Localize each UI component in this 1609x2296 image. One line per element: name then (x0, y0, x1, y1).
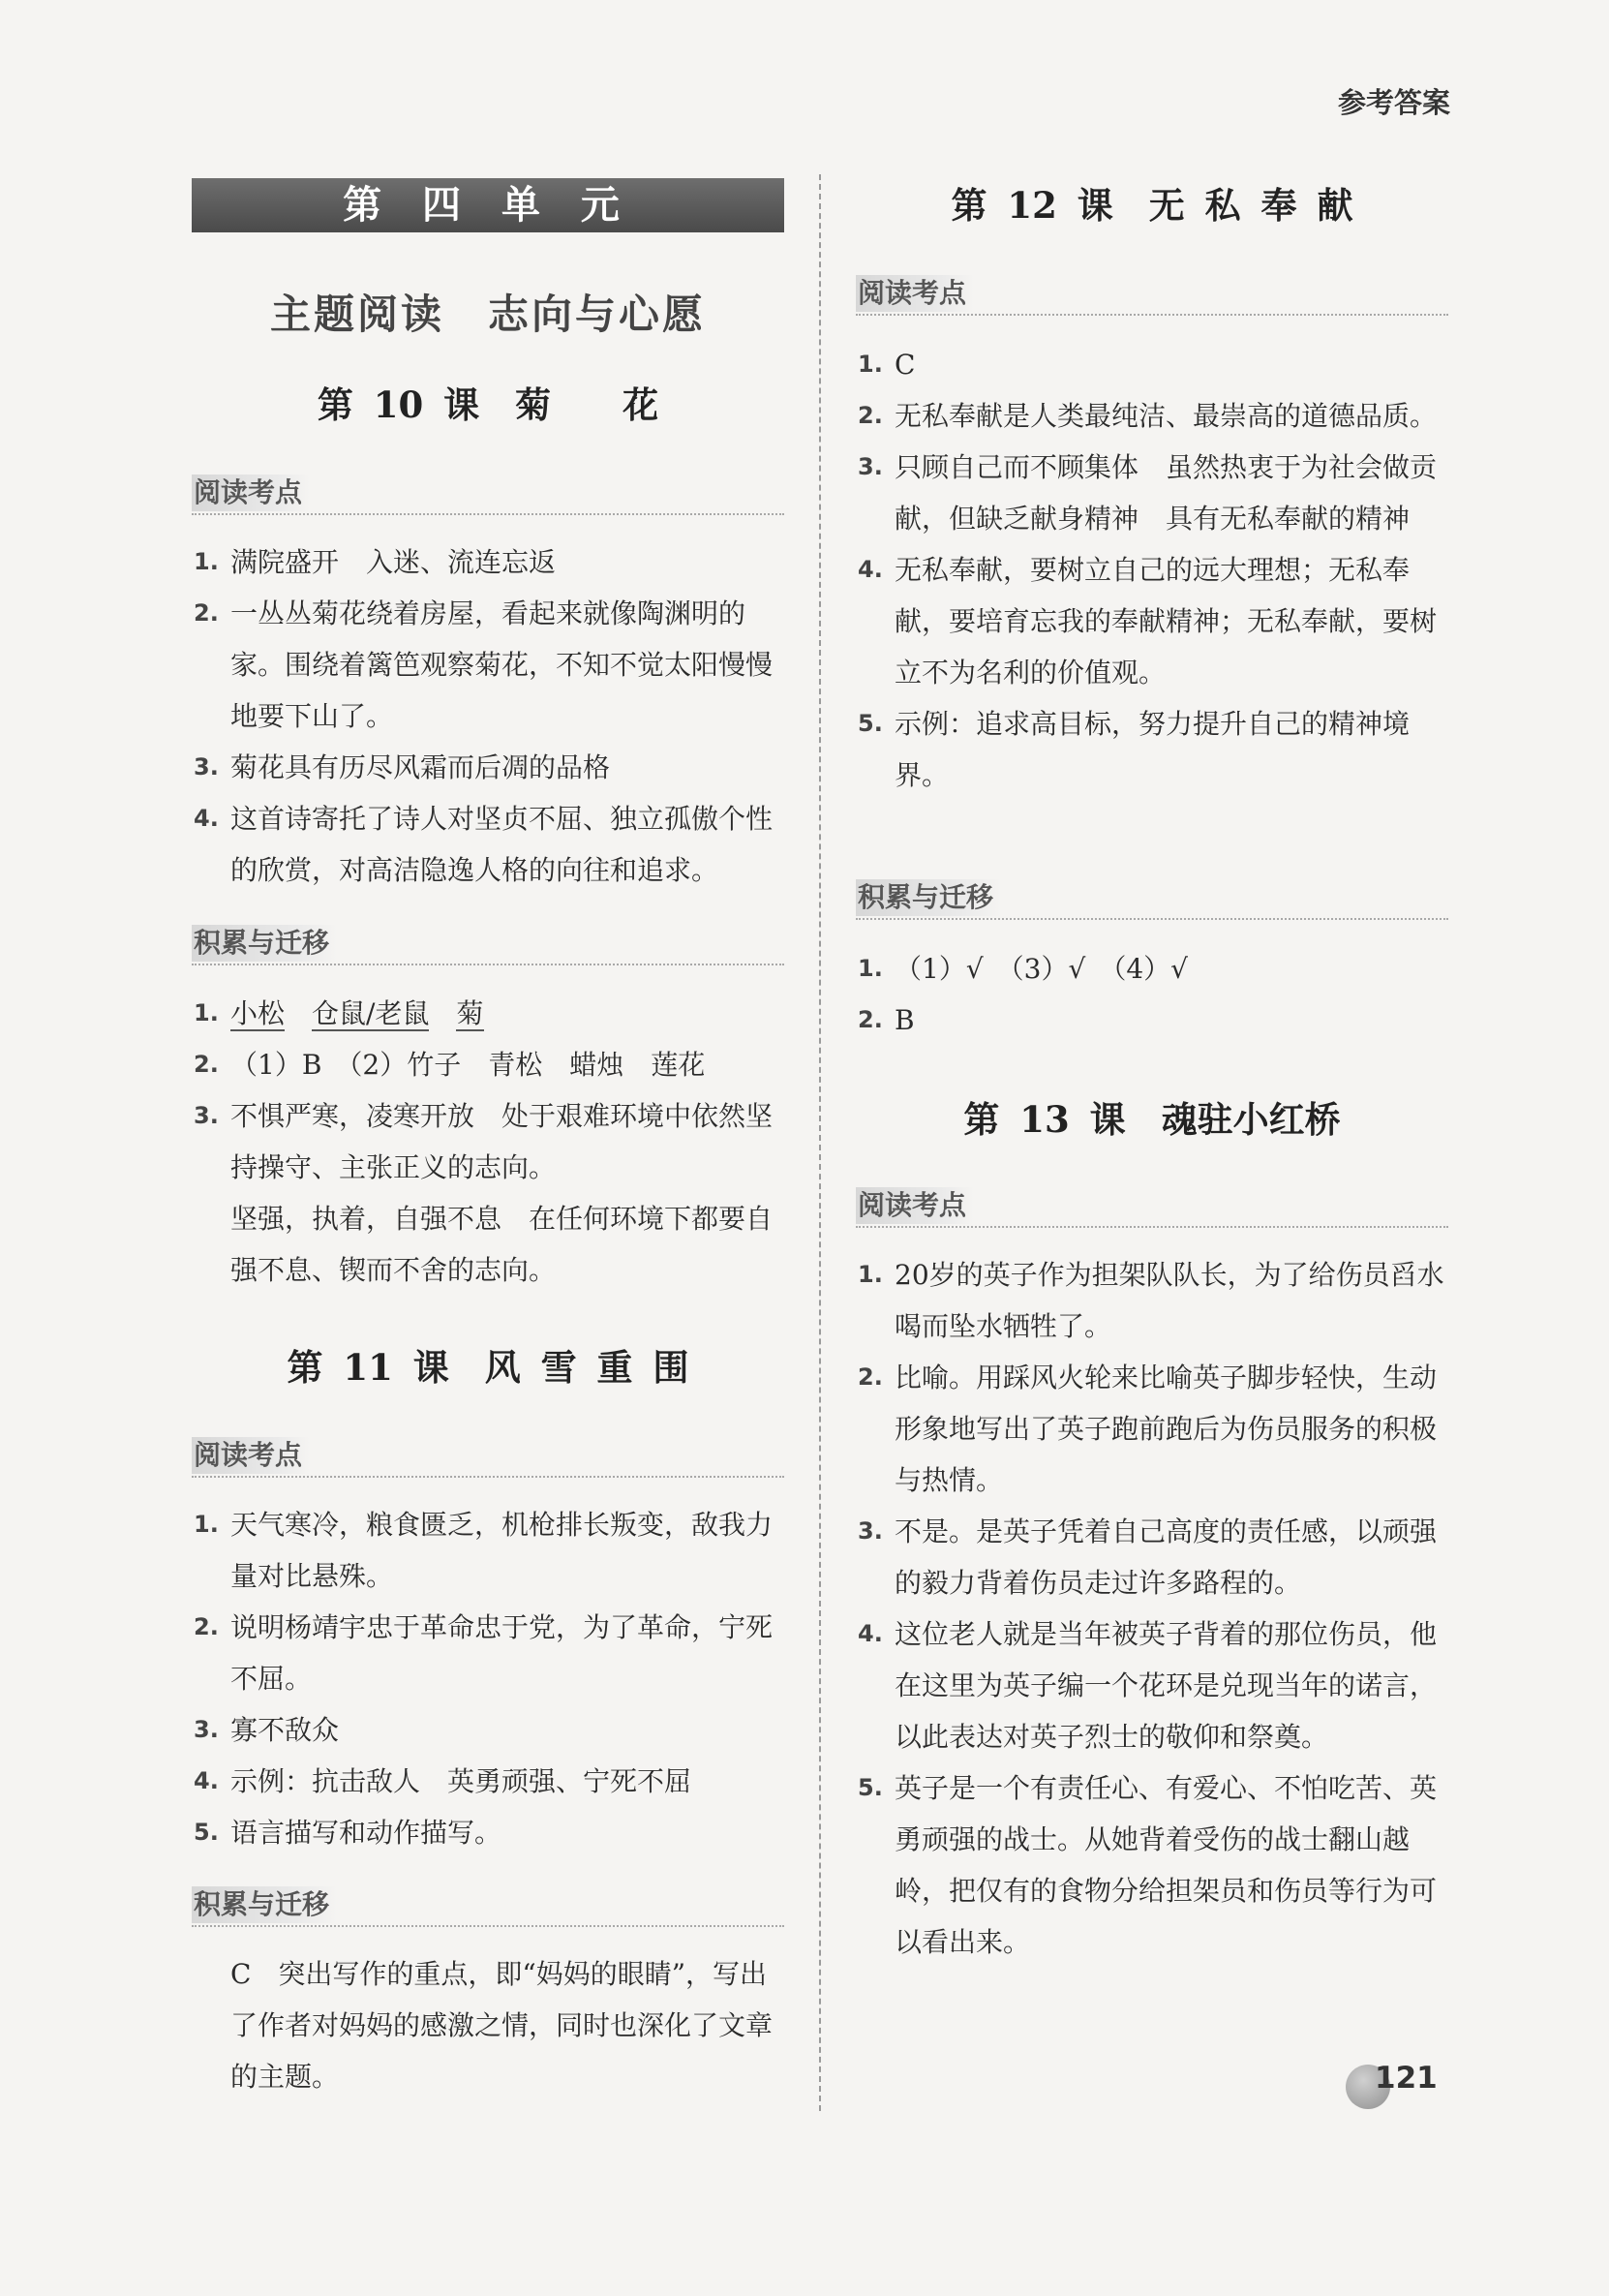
list-item: 4. 这位老人就是当年被英子背着的那位伤员，他在这里为英子编一个花环是兑现当年的诺言，以此表达对英子烈士的敬仰和祭奠。 (858, 1618, 1438, 1753)
list-item: 3. 菊花具有历尽风霜而后凋的品格 (194, 751, 611, 783)
list-item: 5. 英子是一个有责任心、有爱心、不怕吃苦、英勇顽强的战士。从她背着受伤的战士翻山越岭，把仅有的食物分给担架员和伤员等行为可以看出来。 (858, 1772, 1438, 1958)
list-item: 3. 不惧严寒，凌寒开放 处于艰难环境中依然坚持操守、主张正义的志向。 (194, 1100, 774, 1183)
list-item: 4. 这首诗寄托了诗人对坚贞不屈、独立孤傲个性的欣赏，对高洁隐逸人格的向往和追求。 (194, 803, 774, 886)
list-item: 1. 满院盛开 入迷、流连忘返 (194, 546, 557, 578)
lesson10-reading-list (192, 536, 784, 896)
lesson13-reading-heading: 阅读考点 (856, 1187, 1448, 1228)
lesson11-accum-heading: 积累与迁移 (192, 1886, 784, 1927)
unit-title: 第 四 单 元 (192, 178, 784, 232)
list-item: 3. 寡不敌众 (194, 1714, 340, 1746)
lesson10-accum-heading: 积累与迁移 (192, 925, 784, 965)
lesson10-accum-list (192, 988, 784, 1296)
list-item: 2. 无私奉献是人类最纯洁、最崇高的道德品质。 (858, 400, 1438, 432)
page-number: 121 (1375, 2061, 1438, 2096)
list-item: 1. 小松 仓鼠/老鼠 菊 (194, 997, 484, 1029)
lesson12-reading-heading: 阅读考点 (856, 275, 1448, 316)
list-item: 1. 天气寒冷，粮食匮乏，机枪排长叛变，敌我力量对比悬殊。 (194, 1509, 774, 1592)
lesson11-reading-heading: 阅读考点 (192, 1437, 784, 1478)
lesson12-reading-list (856, 339, 1448, 801)
list-item: 2. B (858, 1004, 915, 1036)
lesson12-title: 第 12 课 无 私 奉 献 (951, 184, 1353, 227)
theme-title: 主题阅读 志向与心愿 (269, 291, 706, 338)
page-number-badge (1346, 2061, 1462, 2109)
lesson11-reading-list (192, 1499, 784, 1858)
lesson12-accum-heading: 积累与迁移 (856, 879, 1448, 920)
list-item: 1. C (858, 349, 916, 381)
list-item: 3. 只顾自己而不顾集体 虽然热衷于为社会做贡献，但缺乏献身精神 具有无私奉献的精神 (858, 451, 1438, 535)
list-item-continuation: 坚强，执着，自强不息 在任何环境下都要自强不息、锲而不舍的志向。 (230, 1203, 774, 1286)
header-label: 参考答案 (1337, 86, 1450, 119)
list-item: 1. （1）√ （3）√ （4）√ (858, 953, 1188, 985)
list-item: 2. 说明杨靖宇忠于革命忠于党，为了革命，宁死不屈。 (194, 1611, 774, 1695)
lesson10-reading-heading: 阅读考点 (192, 475, 784, 515)
lesson13-title: 第 13 课 魂驻小红桥 (963, 1098, 1341, 1141)
list-item: 4. 无私奉献，要树立自己的远大理想；无私奉献，要培育忘我的奉献精神；无私奉献，要树立不为名利的价值观。 (858, 554, 1438, 689)
list-item: 2. 一丛丛菊花绕着房屋，看起来就像陶渊明的家。围绕着篱笆观察菊花，不知不觉太阳慢慢地要下山了。 (194, 597, 774, 732)
list-item: 3. 不是。是英子凭着自己高度的责任感，以顽强的毅力背着伤员走过许多路程的。 (858, 1515, 1438, 1599)
list-item: 4. 示例：抗击敌人 英勇顽强、宁死不屈 (194, 1765, 692, 1797)
lesson12-accum-list (856, 943, 1448, 1046)
list-item: 1. 20岁的英子作为担架队队长，为了给伤员舀水喝而坠水牺牲了。 (858, 1259, 1444, 1342)
lesson11-accum-text: C 突出写作的重点，即“妈妈的眼睛”，写出了作者对妈妈的感激之情，同时也深化了文章的主题。 (230, 1958, 774, 2093)
column-divider (819, 174, 821, 2111)
lesson10-title: 第 10 课 菊 花 (317, 383, 659, 426)
list-item: 2. 比喻。用踩风火轮来比喻英子脚步轻快，生动形象地写出了英子跑前跑后为伤员服务的积极与热情。 (858, 1362, 1438, 1496)
list-item: 5. 示例：追求高目标，努力提升自己的精神境界。 (858, 708, 1411, 791)
list-item: 2. （1）B （2）竹子 青松 蜡烛 莲花 (194, 1049, 706, 1081)
list-item: 5. 语言描写和动作描写。 (194, 1817, 502, 1849)
lesson11-title: 第 11 课 风 雪 重 围 (287, 1346, 689, 1389)
lesson13-reading-list (856, 1249, 1448, 1968)
